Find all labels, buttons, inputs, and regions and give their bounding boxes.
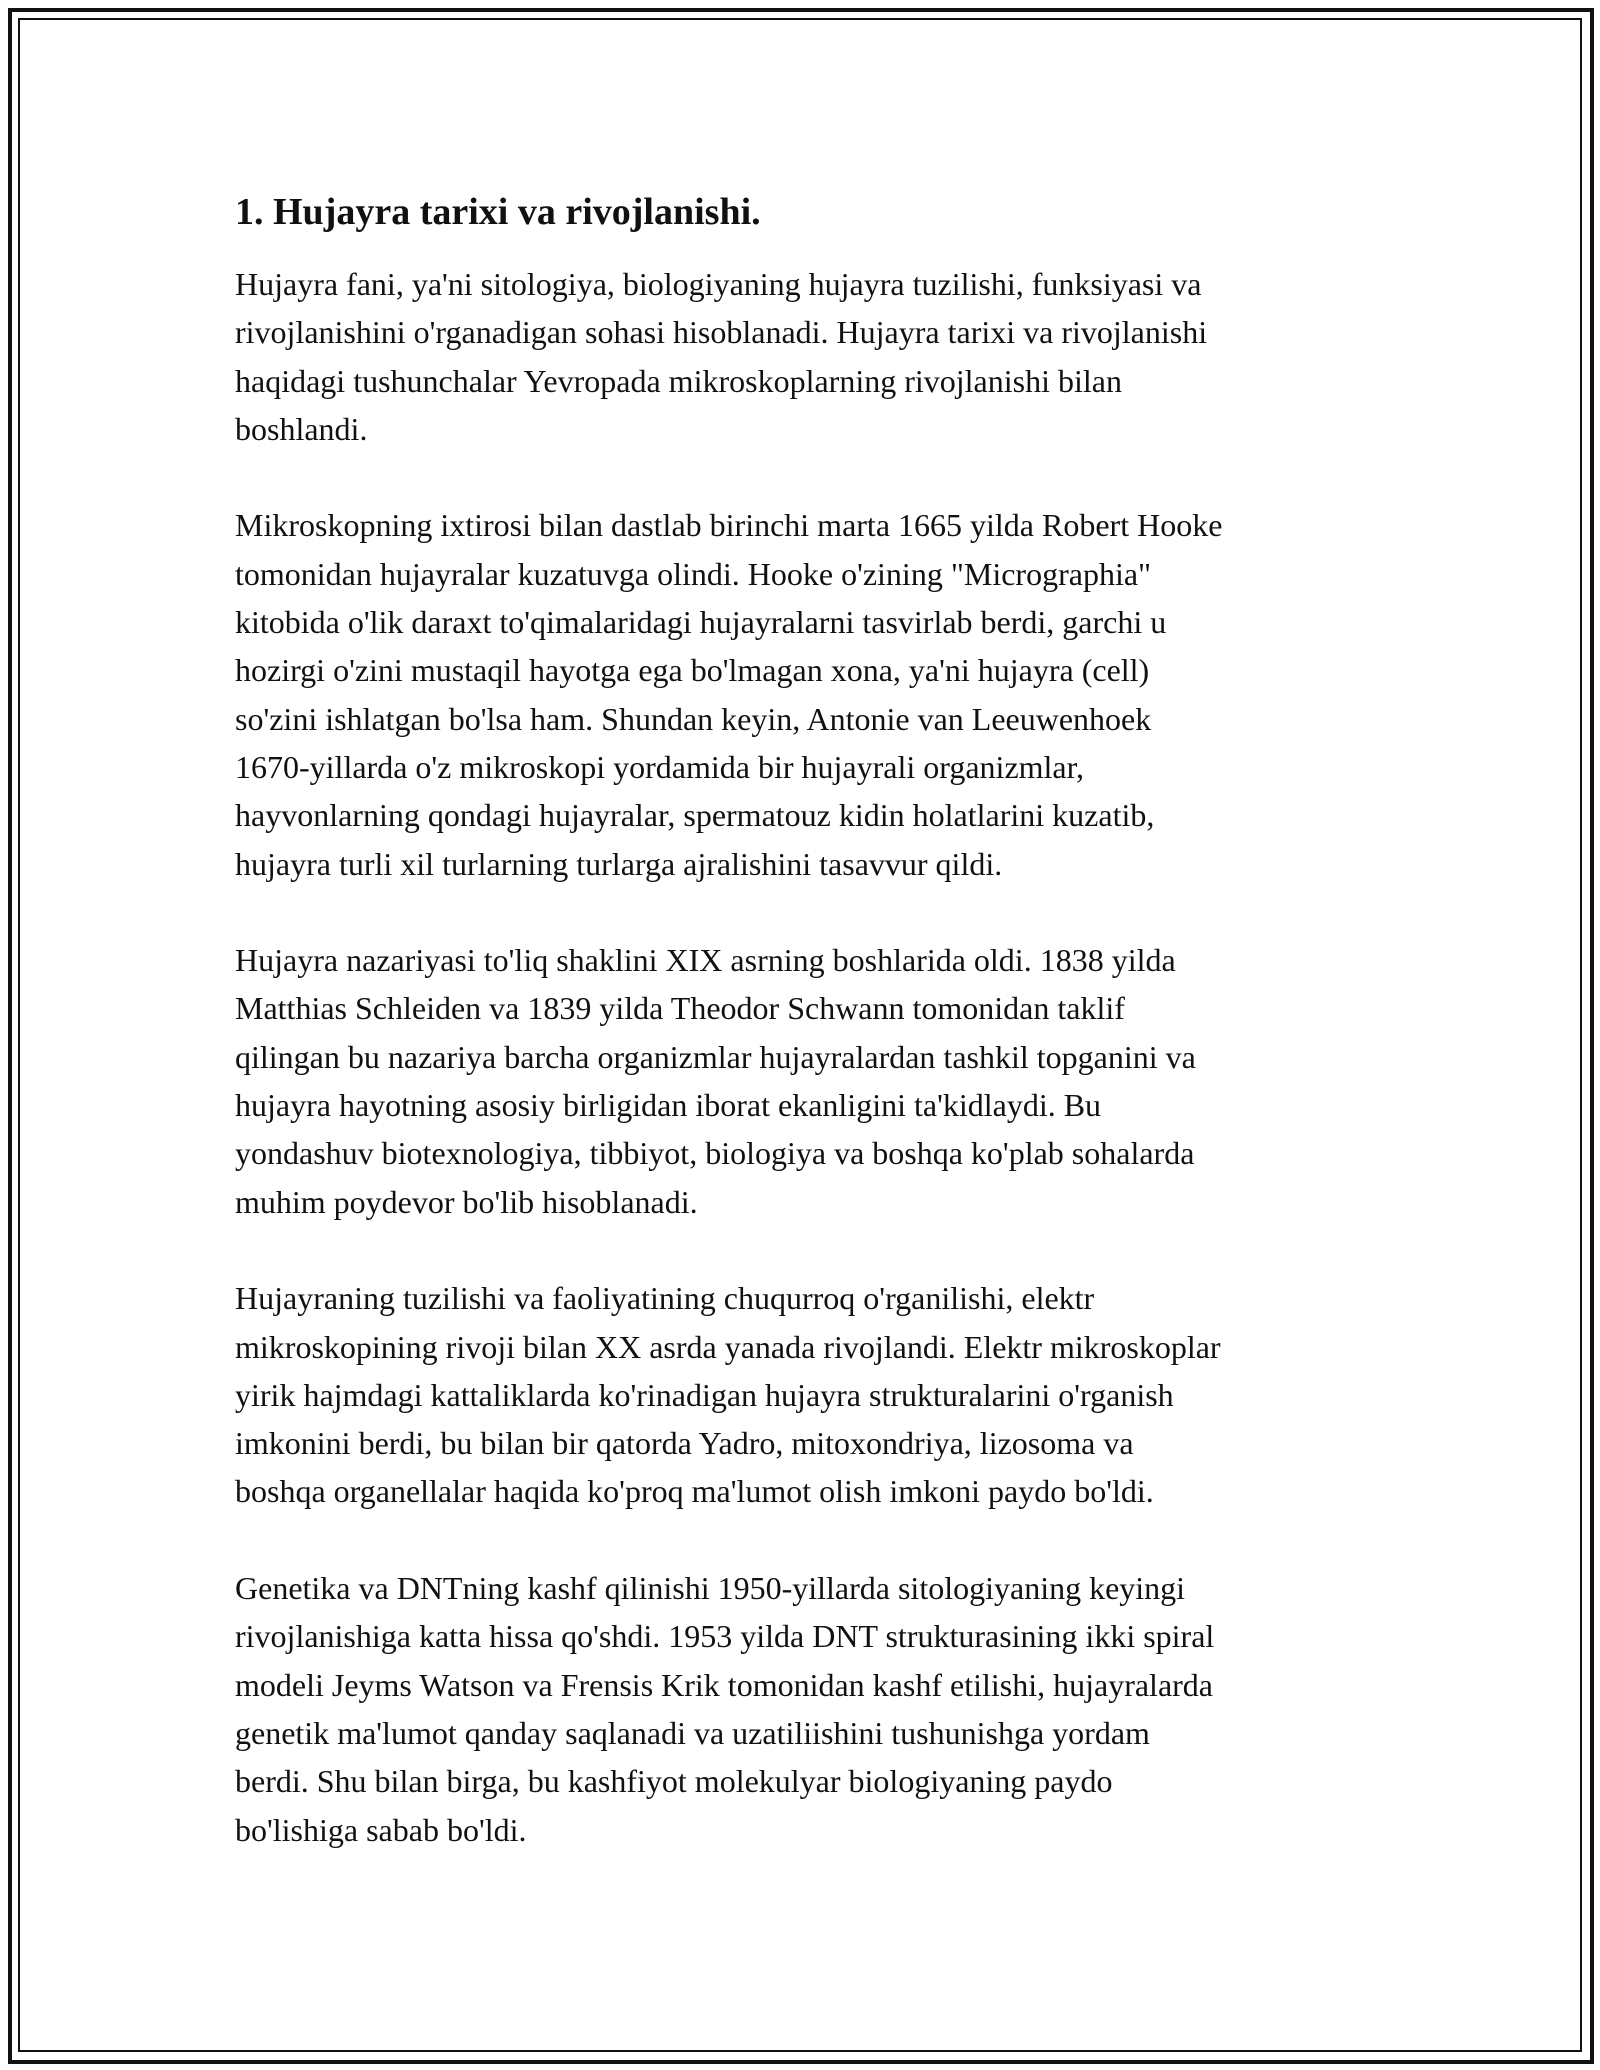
- text-line: so'zini ishlatgan bo'lsa ham. Shundan keyin, Antonie van Leeuwenhoek: [235, 700, 1152, 737]
- text-line: mikroskopining rivoji bilan XX asrda yanada rivojlandi. Elektr mikroskoplar: [235, 1328, 1221, 1365]
- text-line: 1670-yillarda o'z mikroskopi yordamida bir hujayrali organizmlar,: [235, 748, 1084, 785]
- text-line: muhim poydevor bo'lib hisoblanadi.: [235, 1183, 698, 1220]
- text-line: Hujayraning tuzilishi va faoliyatining chuqurroq o'rganilishi, elektr: [235, 1280, 1095, 1317]
- text-line: berdi. Shu bilan birga, bu kashfiyot molekulyar biologiyaning paydo: [235, 1763, 1113, 1800]
- text-line: yirik hajmdagi kattaliklarda ko'rinadigan hujayra strukturalarini o'rganish: [235, 1376, 1174, 1413]
- text-line: Genetika va DNTning kashf qilinishi 1950-yillarda sitologiyaning keyingi: [235, 1570, 1186, 1607]
- text-line: hayvonlarning qondagi hujayralar, spermatouz kidin holatlarini kuzatib,: [235, 797, 1155, 834]
- text-line: qilingan bu nazariya barcha organizmlar hujayralardan tashkil topganini va: [235, 1038, 1196, 1075]
- paragraph: [235, 501, 1370, 887]
- text-line: hujayra turli xil turlarning turlarga ajralishini tasavvur qildi.: [235, 845, 1003, 882]
- section-heading: 1. Hujayra tarixi va rivojlanishi.: [235, 191, 761, 233]
- text-line: genetik ma'lumot qanday saqlanadi va uzatiliishini tushunishga yordam: [235, 1714, 1150, 1751]
- paragraph: [235, 1274, 1370, 1515]
- text-line: modeli Jeyms Watson va Frensis Krik tomonidan kashf etilishi, hujayralarda: [235, 1666, 1213, 1703]
- text-line: bo'lishiga sabab bo'ldi.: [235, 1811, 527, 1848]
- text-line: hujayra hayotning asosiy birligidan iborat ekanligini ta'kidlaydi. Bu: [235, 1087, 1102, 1124]
- text-line: rivojlanishini o'rganadigan sohasi hisoblanadi. Hujayra tarixi va rivojlanishi: [235, 314, 1208, 351]
- text-line: hozirgi o'zini mustaqil hayotga ega bo'lmagan xona, ya'ni hujayra (cell): [235, 652, 1150, 689]
- paragraph: [235, 260, 1370, 453]
- text-line: kitobida o'lik daraxt to'qimalaridagi hujayralarni tasvirlab berdi, garchi u: [235, 604, 1167, 641]
- text-line: haqidagi tushunchalar Yevropada mikroskoplarning rivojlanishi bilan: [235, 362, 1122, 399]
- text-line: Mikroskopning ixtirosi bilan dastlab birinchi marta 1665 yilda Robert Hooke: [235, 507, 1223, 544]
- text-line: rivojlanishiga katta hissa qo'shdi. 1953 yilda DNT strukturasining ikki spiral: [235, 1618, 1215, 1655]
- paragraph: [235, 1564, 1370, 1854]
- text-line: Matthias Schleiden va 1839 yilda Theodor Schwann tomonidan taklif: [235, 990, 1125, 1027]
- text-line: tomonidan hujayralar kuzatuvga olindi. Hooke o'zining "Micrographia": [235, 555, 1152, 592]
- text-line: Hujayra nazariyasi to'liq shaklini XIX asrning boshlarida oldi. 1838 yilda: [235, 942, 1176, 979]
- text-line: boshlandi.: [235, 410, 368, 447]
- text-line: boshqa organellalar haqida ko'proq ma'lumot olish imkoni paydo bo'ldi.: [235, 1473, 1154, 1510]
- paragraph: [235, 936, 1370, 1226]
- text-line: yondashuv biotexnologiya, tibbiyot, biologiya va boshqa ko'plab sohalarda: [235, 1135, 1195, 1172]
- document-body: [235, 188, 1370, 1902]
- text-line: Hujayra fani, ya'ni sitologiya, biologiyaning hujayra tuzilishi, funksiyasi va: [235, 266, 1202, 302]
- text-line: imkonini berdi, bu bilan bir qatorda Yadro, mitoxondriya, lizosoma va: [235, 1425, 1134, 1462]
